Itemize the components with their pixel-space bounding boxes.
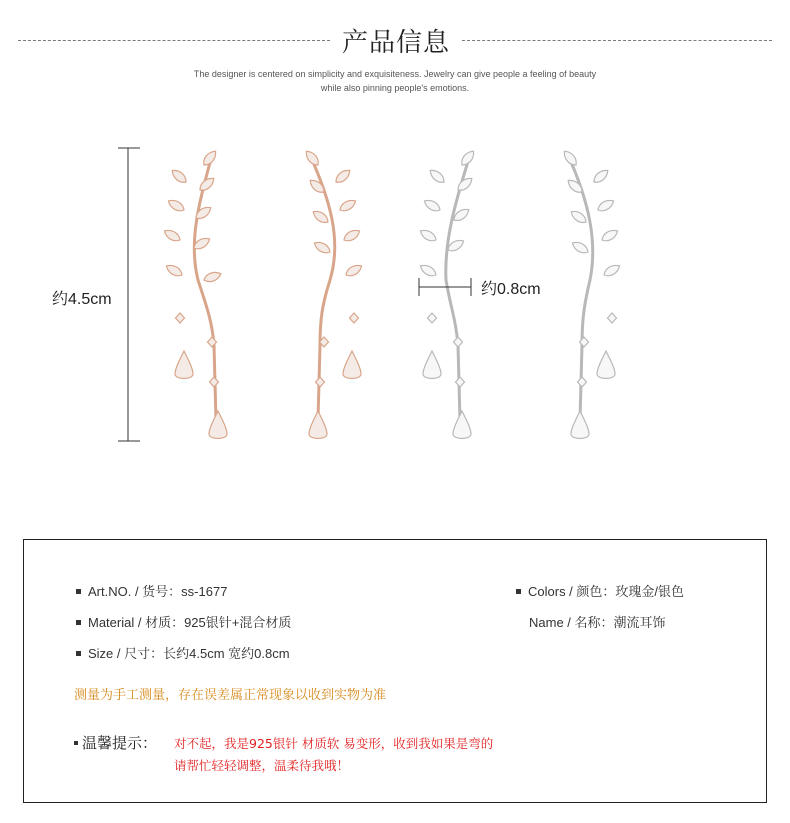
spec-name	[529, 612, 666, 631]
bullet-icon	[76, 651, 81, 656]
width-label: 约0.8cm	[481, 281, 541, 298]
spec-art-no-text: Art.NO. / 货号：ss-1677	[88, 584, 228, 599]
bullet-icon	[516, 589, 521, 594]
header-divider-right	[462, 40, 772, 41]
measurement-note: 测量为手工测量，存在误差属正常现象以收到实物为准	[74, 688, 387, 703]
tip-label-text: 温馨提示：	[82, 734, 158, 752]
spec-size-text: Size / 尺寸：长约4.5cm 宽约0.8cm	[88, 646, 290, 661]
tip-line-1: 对不起，我是925银针 材质软 易变形，收到我如果是弯的	[174, 736, 494, 751]
header-divider-left	[18, 40, 330, 41]
spec-colors-text: Colors / 颜色：玫瑰金/银色	[528, 584, 685, 599]
spec-art-no	[76, 581, 227, 600]
tip-line-2: 请帮忙轻轻调整，温柔待我哦！	[174, 758, 350, 773]
tip-label	[74, 732, 157, 753]
height-label: 约4.5cm	[52, 291, 112, 308]
bullet-icon	[76, 620, 81, 625]
height-dimension-marker	[118, 148, 140, 441]
section-title: 产品信息	[341, 28, 450, 58]
product-image	[0, 130, 790, 460]
product-info-box	[23, 539, 767, 803]
section-subtitle	[120, 67, 670, 95]
earring-silver-right	[561, 149, 621, 439]
bullet-icon	[74, 741, 78, 745]
spec-colors	[516, 581, 684, 600]
spec-size	[76, 643, 290, 662]
earring-rose-gold-left	[162, 149, 227, 439]
spec-material	[76, 612, 291, 631]
subtitle-line-1: The designer is centered on simplicity and exquisiteness. Jewelry can give people a feeling of beauty	[193, 69, 597, 79]
earring-rose-gold-right	[303, 149, 363, 439]
spec-name-text: Name / 名称：潮流耳饰	[529, 615, 666, 630]
spec-material-text: Material / 材质：925银针+混合材质	[88, 615, 292, 630]
subtitle-line-2: while also pinning people's emotions.	[320, 83, 470, 93]
earring-silver-left	[418, 149, 476, 439]
bullet-icon	[76, 589, 81, 594]
